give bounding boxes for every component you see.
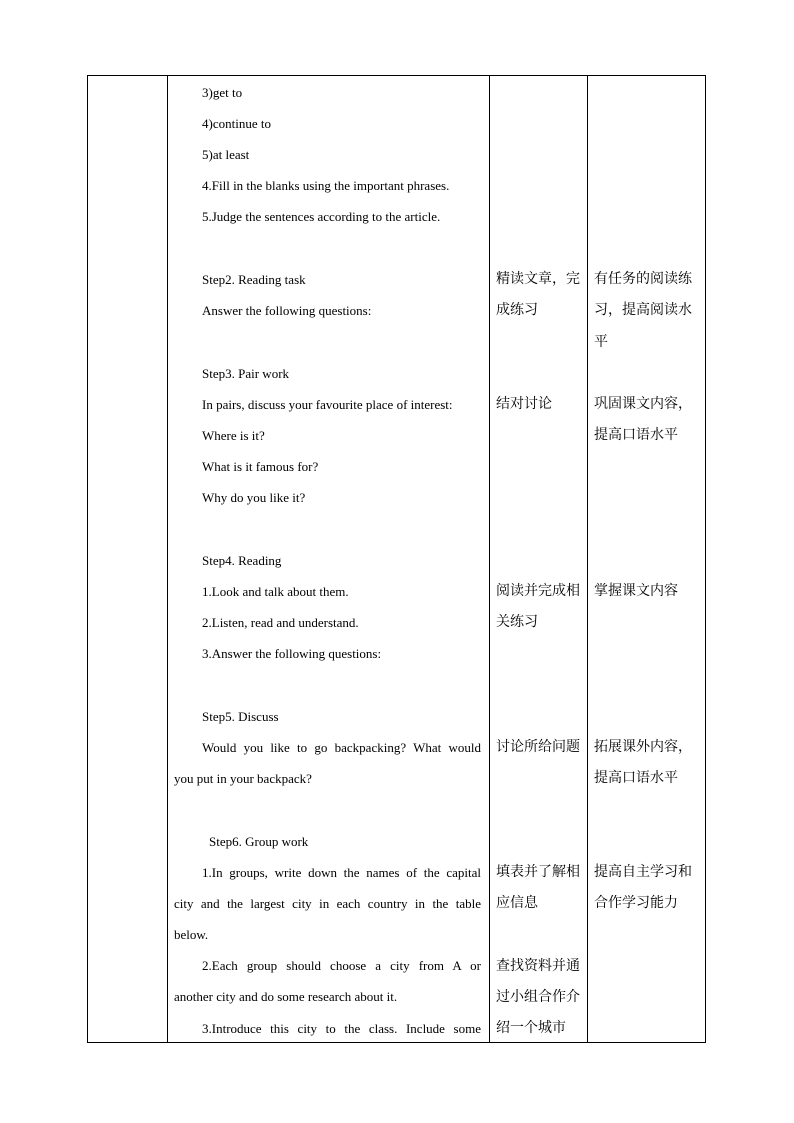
step6-line: 2.Each group should choose a city from A or [202,958,481,973]
activity-step6: 应信息 [496,895,538,911]
step3-line: In pairs, discuss your favourite place of interest: [202,397,453,412]
activity-step6: 查找资料并通 [496,958,580,974]
step3-line: What is it famous for? [202,459,319,474]
step4-line: 2.Listen, read and understand. [202,615,359,630]
activity-step2: 成练习 [496,302,538,318]
step3-line: Why do you like it? [202,490,306,505]
step6-line: another city and do some research about it. [174,989,398,1004]
activity-step6: 绍一个城市 [496,1020,566,1036]
step6-line: 1.In groups, write down the names of the capital [202,865,481,880]
activity-step5: 讨论所给问题 [496,739,580,755]
step6-line: below. [174,927,209,942]
step4-line: 1.Look and talk about them. [202,584,349,599]
step6-line: 3.Introduce this city to the class. Include some [202,1021,481,1036]
step3-title: Step3. Pair work [202,366,290,381]
intention-step4: 掌握课文内容 [594,583,678,599]
task-judge-sentences: 5.Judge the sentences according to the article. [202,209,441,224]
activity-step4: 阅读并完成相 [496,583,580,599]
intention-step5: 拓展课外内容， [594,739,692,755]
column-divider-2 [489,76,490,1042]
intention-step6: 合作学习能力 [594,895,678,911]
phrase-continue-to: 4)continue to [202,116,271,131]
activity-step6: 填表并了解相 [496,864,580,880]
phrase-get-to: 3)get to [202,85,243,100]
step4-line: 3.Answer the following questions: [202,646,382,661]
phrase-at-least: 5)at least [202,147,250,162]
step6-title: Step6. Group work [209,834,309,849]
step2-title: Step2. Reading task [202,272,306,287]
column-divider-3 [587,76,588,1042]
task-fill-blanks: 4.Fill in the blanks using the important phrases. [202,178,450,193]
step5-line: you put in your backpack? [174,771,312,786]
activity-step2: 精读文章，完 [496,271,580,287]
activity-step6: 过小组合作介 [496,989,580,1005]
step3-line: Where is it? [202,428,265,443]
activity-step3: 结对讨论 [496,396,552,412]
intention-step3: 提高口语水平 [594,427,678,443]
intention-step3: 巩固课文内容， [594,396,692,412]
step4-title: Step4. Reading [202,553,282,568]
step2-question: Answer the following questions: [202,303,372,318]
step5-title: Step5. Discuss [202,709,279,724]
intention-step2: 平 [594,334,608,350]
step5-line: Would you like to go backpacking? What would [202,740,481,755]
intention-step2: 有任务的阅读练 [594,271,692,287]
step6-line: city and the largest city in each country in the table [174,896,481,911]
intention-step5: 提高口语水平 [594,770,678,786]
intention-step6: 提高自主学习和 [594,864,692,880]
intention-step2: 习，提高阅读水 [594,302,692,318]
column-divider-1 [167,76,168,1042]
activity-step4: 关练习 [496,614,538,630]
